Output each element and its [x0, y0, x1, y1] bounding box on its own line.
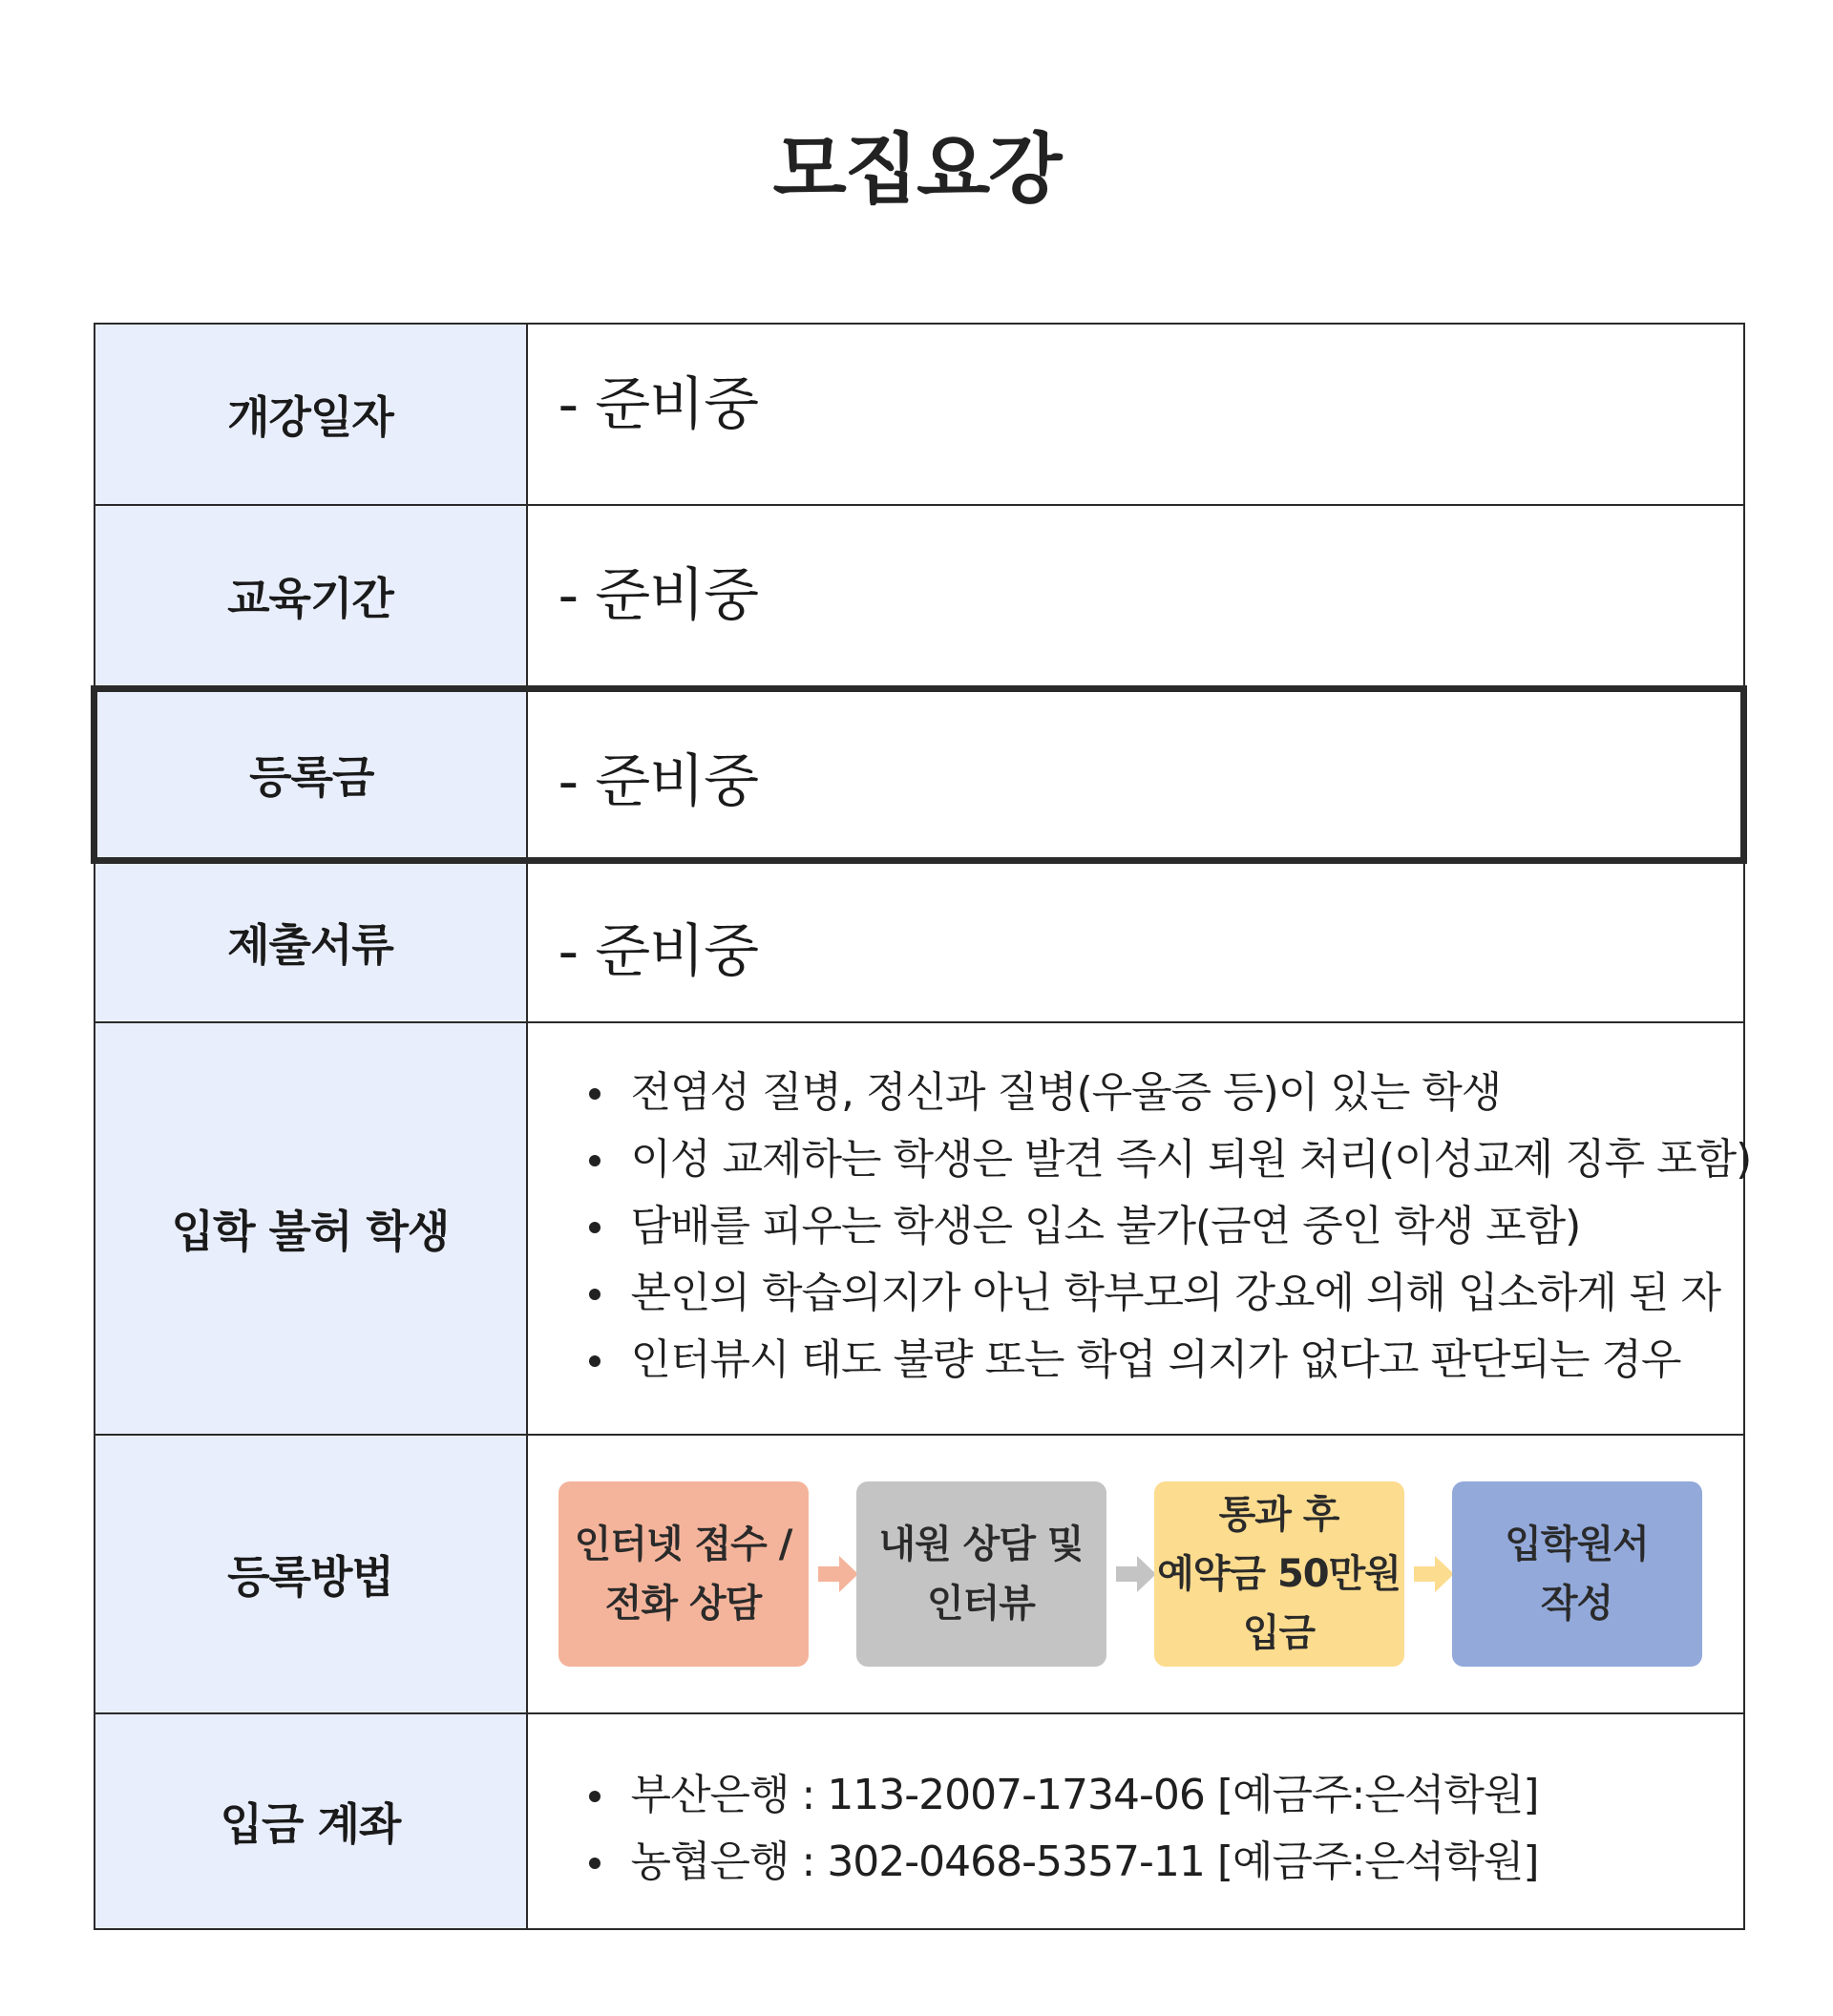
start-date-cell — [527, 324, 1744, 505]
tuition-label: 등록금 — [95, 688, 527, 860]
step-line: 인터넷 접수 / — [574, 1522, 792, 1566]
recruitment-table — [91, 323, 1752, 1930]
tuition-value: - 준비중 — [558, 747, 759, 815]
list-item: 담배를 피우는 학생은 입소 불가(금연 중인 학생 포함) — [585, 1193, 1743, 1260]
list-item: 부산은행 : 113-2007-1734-06 [예금주:은석학원] — [585, 1762, 1743, 1829]
list-item: 이성 교제하는 학생은 발견 즉시 퇴원 처리(이성교제 징후 포함) — [585, 1126, 1743, 1193]
start-date-label: 개강일자 — [95, 324, 527, 505]
table-row-accounts — [95, 1713, 1744, 1929]
start-date-value: - 준비중 — [558, 371, 759, 438]
table-row-start-date — [95, 324, 1744, 505]
registration-cell — [527, 1435, 1744, 1713]
step-online-apply — [558, 1481, 809, 1667]
arrow-right-icon — [818, 1556, 858, 1592]
step-line: 전화 상담 — [604, 1582, 762, 1626]
duration-cell — [527, 505, 1744, 688]
page-title: 모집요강 — [772, 125, 1061, 214]
list-item: 농협은행 : 302-0468-5357-11 [예금주:은석학원] — [585, 1829, 1743, 1896]
step-line: 입금 — [1242, 1611, 1316, 1655]
step-line: 인터뷰 — [927, 1582, 1035, 1626]
table-row-registration — [95, 1435, 1744, 1713]
arrow-right-icon — [1414, 1556, 1454, 1592]
documents-cell — [527, 860, 1744, 1022]
restrictions-label: 입학 불허 학생 — [95, 1022, 527, 1435]
accounts-cell — [527, 1713, 1744, 1929]
step-line: 통과 후 — [1218, 1493, 1339, 1537]
step-line: 입학원서 — [1505, 1522, 1649, 1566]
registration-label: 등록방법 — [95, 1435, 527, 1713]
step-line: 내원 상담 및 — [878, 1522, 1084, 1566]
restrictions-cell — [527, 1022, 1752, 1435]
table-row-documents — [95, 860, 1744, 1022]
table-row-tuition — [95, 688, 1744, 860]
step-deposit — [1154, 1481, 1404, 1667]
table-row-duration — [95, 505, 1744, 688]
list-item: 인터뷰시 태도 불량 또는 학업 의지가 없다고 판단되는 경우 — [585, 1327, 1743, 1394]
step-application-form — [1452, 1481, 1702, 1667]
arrow-right-icon — [1116, 1556, 1156, 1592]
table-row-restrictions — [95, 1022, 1744, 1435]
duration-label: 교육기간 — [95, 505, 527, 688]
documents-label: 제출서류 — [95, 860, 527, 1022]
restrictions-list — [528, 1023, 1752, 1394]
step-line: 작성 — [1540, 1582, 1613, 1626]
step-line: 예약금 50만원 — [1157, 1552, 1401, 1596]
list-item: 본인의 학습의지가 아닌 학부모의 강요에 의해 입소하게 된 자 — [585, 1260, 1743, 1327]
tuition-cell — [527, 688, 1744, 860]
list-item: 전염성 질병, 정신과 질병(우울증 등)이 있는 학생 — [585, 1060, 1743, 1126]
registration-steps — [528, 1436, 1743, 1712]
duration-value: - 준비중 — [558, 562, 759, 629]
step-visit-interview — [856, 1481, 1106, 1667]
accounts-label: 입금 계좌 — [95, 1713, 527, 1929]
accounts-list — [528, 1714, 1743, 1896]
documents-value: - 준비중 — [558, 917, 759, 985]
